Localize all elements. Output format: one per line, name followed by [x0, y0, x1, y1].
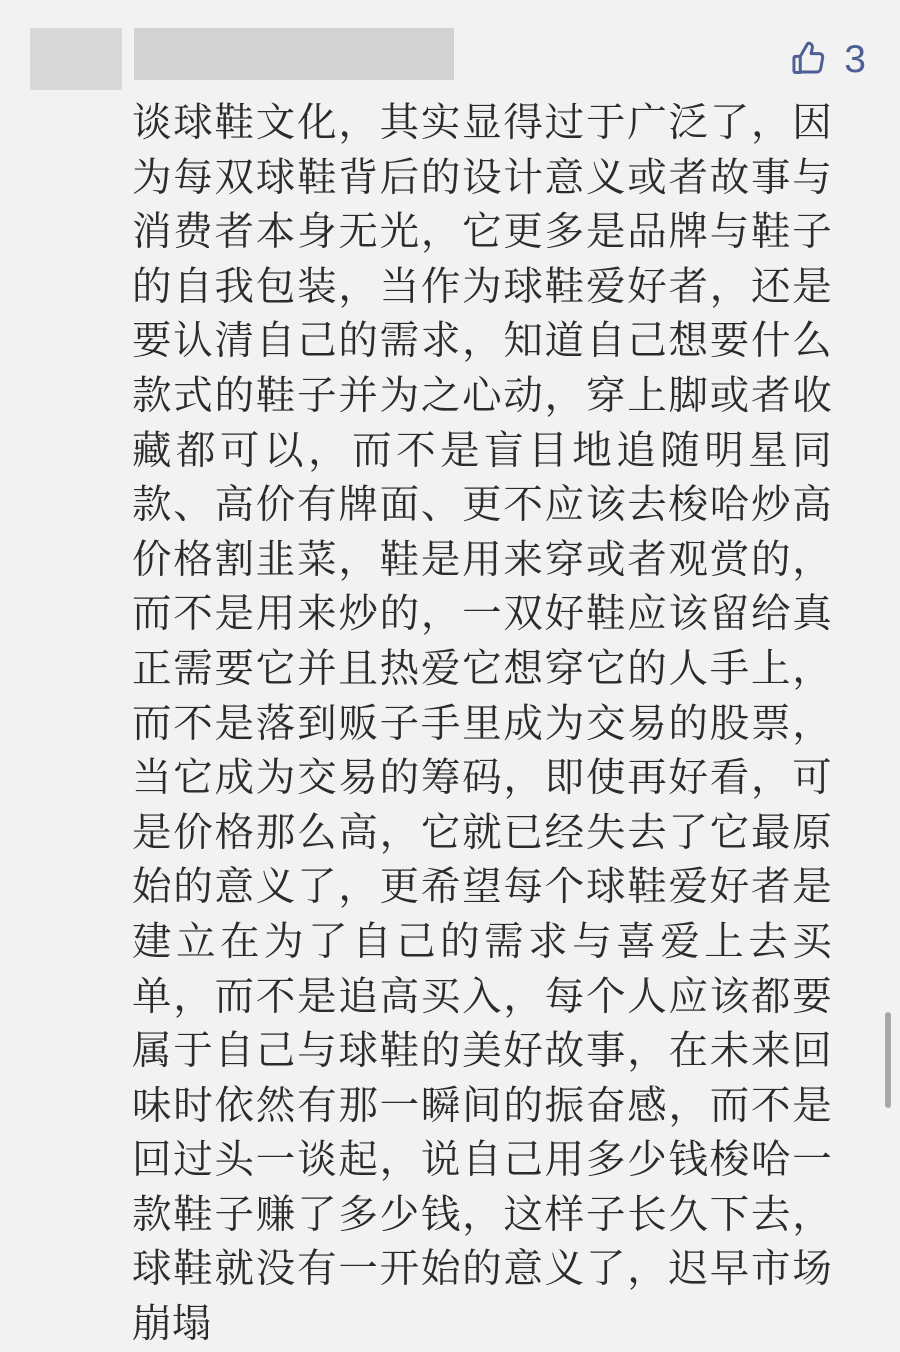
like-button[interactable]: [788, 38, 866, 80]
comment-body-text: 谈球鞋文化，其实显得过于广泛了，因为每双球鞋背后的设计意义或者故事与消费者本身无光，它更多是品牌与鞋子的自我包装，当作为球鞋爱好者，还是要认清自己的需求，知道自己想要什么款式的鞋子并为之心动，穿上脚或者收藏都可以，而不是盲目地追随明星同款、高价有牌面、更不应该去梭哈炒高价格割韭菜，鞋是用来穿或者观赏的，而不是用来炒的，一双好鞋应该留给真正需要它并且热爱它想穿它的人手上，而不是落到贩子手里成为交易的股票，当它成为交易的筹码，即使再好看，可是价格那么高，它就已经失去了它最原始的意义了，更希望每个球鞋爱好者是建立在为了自己的需求与喜爱上去买单，而不是追高买入，每个人应该都要属于自己与球鞋的美好故事，在未来回味时依然有那一瞬间的振奋感，而不是回过头一谈起，说自己用多少钱梭哈一款鞋子赚了多少钱，这样子长久下去，球鞋就没有一开始的意义了，迟早市场崩塌: [132, 101, 832, 1347]
thumbs-up-icon: [788, 38, 830, 80]
avatar[interactable]: [30, 28, 122, 90]
comment-header: [0, 0, 900, 92]
scrollbar-thumb[interactable]: [885, 1012, 891, 1108]
author-name-redacted[interactable]: [134, 28, 454, 80]
like-count: 3: [844, 37, 866, 81]
scrollbar[interactable]: [888, 0, 896, 1343]
